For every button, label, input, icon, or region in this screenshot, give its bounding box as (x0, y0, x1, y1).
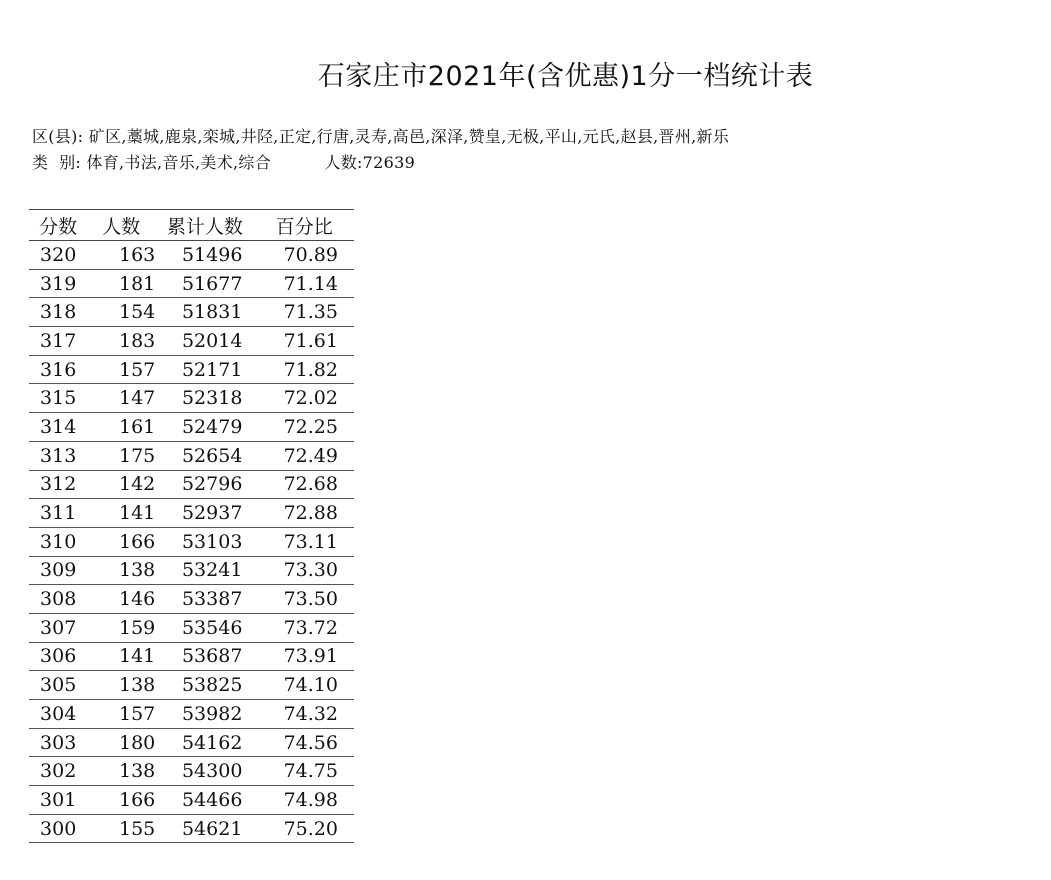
cell-count: 141 (87, 499, 155, 528)
table-row (29, 613, 354, 642)
table-header-row (29, 210, 354, 241)
cell-cumulative: 54621 (155, 814, 254, 843)
cell-count: 138 (87, 671, 155, 700)
cell-count: 147 (87, 384, 155, 413)
cell-percent: 70.89 (254, 241, 354, 270)
table-row (29, 298, 354, 327)
cell-percent: 75.20 (254, 814, 354, 843)
cell-percent: 71.82 (254, 355, 354, 384)
cell-cumulative: 53241 (155, 556, 254, 585)
cell-cumulative: 54466 (155, 786, 254, 815)
cell-count: 183 (87, 327, 155, 356)
total-count: 人数:72639 (324, 153, 416, 172)
table-row (29, 384, 354, 413)
category-value: 体育,书法,音乐,美术,综合 (86, 153, 271, 172)
table-row (29, 327, 354, 356)
cell-score: 308 (29, 585, 87, 614)
cell-count: 138 (87, 757, 155, 786)
cell-percent: 72.02 (254, 384, 354, 413)
cell-percent: 74.10 (254, 671, 354, 700)
cell-cumulative: 51496 (155, 241, 254, 270)
cell-cumulative: 52318 (155, 384, 254, 413)
cell-cumulative: 53982 (155, 700, 254, 729)
cell-count: 157 (87, 700, 155, 729)
table-row (29, 355, 354, 384)
cell-score: 300 (29, 814, 87, 843)
cell-score: 320 (29, 241, 87, 270)
cell-score: 318 (29, 298, 87, 327)
cell-percent: 73.72 (254, 613, 354, 642)
cell-cumulative: 54300 (155, 757, 254, 786)
cell-cumulative: 52479 (155, 413, 254, 442)
table-row (29, 642, 354, 671)
cell-score: 311 (29, 499, 87, 528)
cell-cumulative: 52654 (155, 441, 254, 470)
table-row (29, 728, 354, 757)
cell-percent: 72.25 (254, 413, 354, 442)
table-row (29, 527, 354, 556)
cell-percent: 72.49 (254, 441, 354, 470)
cell-cumulative: 53825 (155, 671, 254, 700)
cell-count: 166 (87, 527, 155, 556)
cell-percent: 72.68 (254, 470, 354, 499)
cell-score: 302 (29, 757, 87, 786)
table-row (29, 585, 354, 614)
cell-score: 309 (29, 556, 87, 585)
score-table (29, 209, 354, 843)
cell-count: 138 (87, 556, 155, 585)
table-row (29, 499, 354, 528)
table-row (29, 671, 354, 700)
cell-count: 163 (87, 241, 155, 270)
cell-count: 181 (87, 269, 155, 298)
region-label: 区(县): (32, 127, 84, 146)
table-row (29, 269, 354, 298)
cell-percent: 73.30 (254, 556, 354, 585)
cell-count: 155 (87, 814, 155, 843)
header-cumulative: 累计人数 (155, 210, 254, 241)
cell-cumulative: 52171 (155, 355, 254, 384)
cell-cumulative: 52014 (155, 327, 254, 356)
header-count: 人数 (87, 210, 155, 241)
table-row (29, 757, 354, 786)
cell-percent: 74.75 (254, 757, 354, 786)
cell-score: 305 (29, 671, 87, 700)
page-title: 石家庄市2021年(含优惠)1分一档统计表 (317, 61, 814, 92)
cell-cumulative: 52937 (155, 499, 254, 528)
cell-percent: 74.98 (254, 786, 354, 815)
cell-count: 157 (87, 355, 155, 384)
cell-count: 142 (87, 470, 155, 499)
cell-percent: 73.11 (254, 527, 354, 556)
cell-count: 180 (87, 728, 155, 757)
cell-count: 146 (87, 585, 155, 614)
cell-score: 306 (29, 642, 87, 671)
table-body (29, 241, 354, 843)
cell-count: 175 (87, 441, 155, 470)
cell-score: 307 (29, 613, 87, 642)
table-row (29, 441, 354, 470)
region-value: 矿区,藁城,鹿泉,栾城,井陉,正定,行唐,灵寿,高邑,深泽,赞皇,无极,平山,元氏,赵县,晋州,新乐 (88, 127, 730, 146)
table-row (29, 700, 354, 729)
cell-score: 312 (29, 470, 87, 499)
cell-count: 161 (87, 413, 155, 442)
cell-cumulative: 53103 (155, 527, 254, 556)
cell-percent: 73.91 (254, 642, 354, 671)
cell-percent: 71.35 (254, 298, 354, 327)
region-line (32, 124, 729, 147)
category-line (32, 150, 415, 173)
cell-cumulative: 53546 (155, 613, 254, 642)
cell-count: 166 (87, 786, 155, 815)
cell-cumulative: 54162 (155, 728, 254, 757)
cell-score: 301 (29, 786, 87, 815)
cell-cumulative: 53687 (155, 642, 254, 671)
cell-score: 303 (29, 728, 87, 757)
cell-percent: 74.56 (254, 728, 354, 757)
cell-score: 313 (29, 441, 87, 470)
cell-count: 141 (87, 642, 155, 671)
cell-score: 315 (29, 384, 87, 413)
category-label: 类 别: (32, 153, 82, 172)
cell-score: 310 (29, 527, 87, 556)
table-row (29, 814, 354, 843)
cell-percent: 73.50 (254, 585, 354, 614)
cell-percent: 72.88 (254, 499, 354, 528)
table-row (29, 556, 354, 585)
cell-count: 159 (87, 613, 155, 642)
header-score: 分数 (29, 210, 87, 241)
cell-count: 154 (87, 298, 155, 327)
cell-percent: 74.32 (254, 700, 354, 729)
table-row (29, 413, 354, 442)
cell-cumulative: 51831 (155, 298, 254, 327)
cell-cumulative: 52796 (155, 470, 254, 499)
cell-cumulative: 53387 (155, 585, 254, 614)
cell-score: 317 (29, 327, 87, 356)
cell-score: 304 (29, 700, 87, 729)
cell-score: 316 (29, 355, 87, 384)
header-percent: 百分比 (254, 210, 354, 241)
cell-score: 319 (29, 269, 87, 298)
cell-score: 314 (29, 413, 87, 442)
table-row (29, 786, 354, 815)
table-row (29, 470, 354, 499)
table-row (29, 241, 354, 270)
cell-cumulative: 51677 (155, 269, 254, 298)
cell-percent: 71.14 (254, 269, 354, 298)
cell-percent: 71.61 (254, 327, 354, 356)
